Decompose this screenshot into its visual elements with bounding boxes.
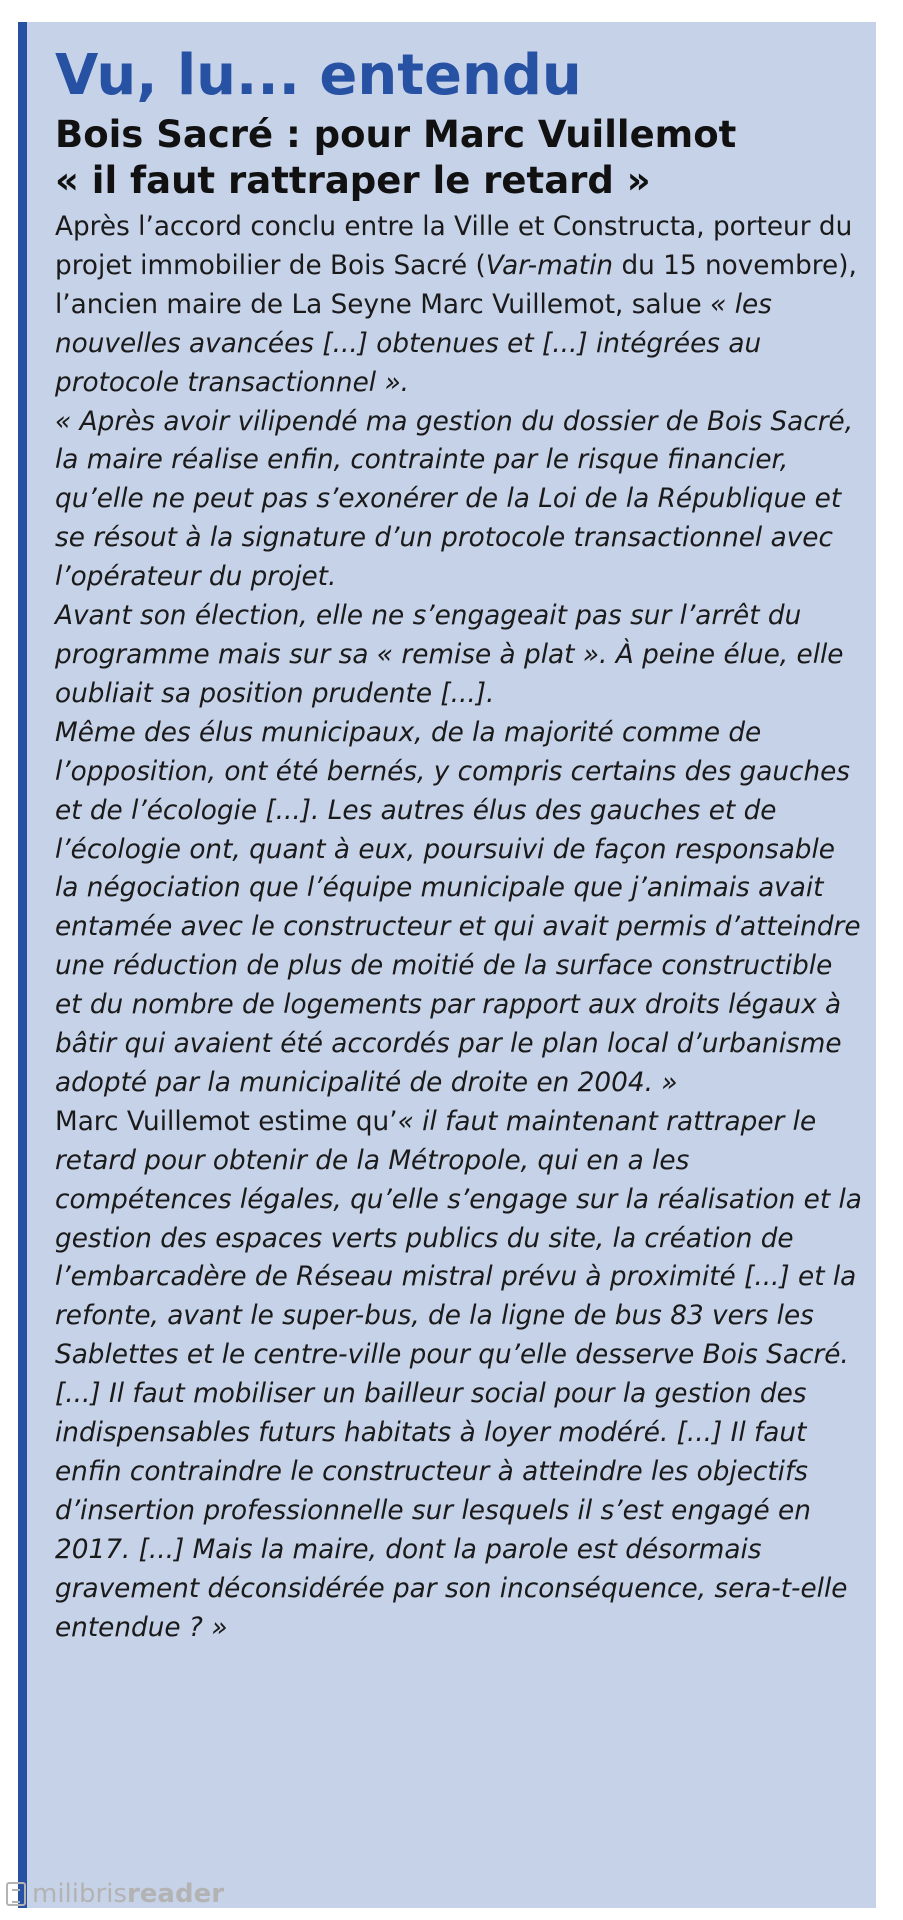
- intro-text-a: Après l’accord conclu entre la Ville et Constructa, porteur du projet immobilier de Bois Sacré (: [55, 212, 853, 281]
- conclusion-quote: « il faut maintenant rattraper le retard pour obtenir de la Métropole, qui en a les compétences légales, qu’elle s’engage sur la réalisation et la gestion des espaces verts publics du site, la création de l’embarcadère de Réseau mistral prévu à proximité [...] et la refonte, avant le super-bus, de la ligne de bus 83 vers les Sablettes et le centre-ville pour qu’elle desserve Bois Sacré. [...] Il faut mobiliser un bailleur social pour la gestion des indispensables futurs habitats à loyer modéré. [...] Il faut enfin contraindre le constructeur à atteindre les objectifs d’insertion professionnelle sur lesquels il s’est engagé en 2017. [...] Mais la maire, dont la parole est désormais gravement déconsidérée par son inconséquence, sera-t-elle entendue ? »: [55, 1106, 862, 1643]
- paragraph-conclusion: [55, 1103, 864, 1648]
- paragraph-intro: [55, 208, 864, 403]
- intro-quote: « les nouvelles avancées [...] obtenues et [...] intégrées au protocole transactionnel ».: [55, 289, 772, 398]
- paragraph-quote-1: [55, 403, 864, 598]
- intro-text-b: du 15 novembre), l’ancien maire de La Seyne Marc Vuillemot, salue: [55, 250, 857, 320]
- milibris-watermark: [6, 1876, 224, 1912]
- quote-2-text: Avant son élection, elle ne s’engageait pas sur l’arrêt du programme mais sur sa « remise à plat ». À peine élue, elle oubliait sa position prudente [...].: [55, 601, 844, 709]
- headline: [55, 112, 864, 204]
- reader-icon: [6, 1882, 26, 1906]
- paragraph-quote-3: [55, 714, 864, 1103]
- paragraph-quote-2: [55, 597, 864, 714]
- headline-line-1: Bois Sacré : pour Marc Vuillemot: [55, 113, 737, 156]
- quote-3-text: Même des élus municipaux, de la majorité comme de l’opposition, ont été bernés, y compris certains des gauches et de l’écologie [...]. Les autres élus des gauches et de l’écologie ont, quant à eux, poursuivi de façon responsable la négociation que l’équipe municipale que j’animais avait entamée avec le constructeur et qui avait permis d’atteindre une réduction de plus de moitié de la surface constructible et du nombre de logements par rapport aux droits légaux à bâtir qui avaient été accordés par le plan local d’urbanisme adopté par la municipalité de droite en 2004. »: [55, 717, 861, 1098]
- intro-source: Var-matin: [485, 250, 614, 281]
- article-panel: [18, 22, 876, 1908]
- quote-1-text: « Après avoir vilipendé ma gestion du dossier de Bois Sacré, la maire réalise enfin, contrainte par le risque financier, qu’elle ne peut pas s’exonérer de la Loi de la République et se résout à la signature d’un protocole transactionnel avec l’opérateur du projet.: [55, 406, 854, 593]
- article-body: [55, 208, 864, 1648]
- watermark-part-1: milibris: [32, 1879, 127, 1909]
- section-title: Vu, lu... entendu: [55, 43, 582, 108]
- watermark-part-2: reader: [126, 1879, 225, 1909]
- conclusion-text: Marc Vuillemot estime qu’: [55, 1106, 398, 1137]
- headline-line-2: « il faut rattraper le retard »: [55, 159, 651, 202]
